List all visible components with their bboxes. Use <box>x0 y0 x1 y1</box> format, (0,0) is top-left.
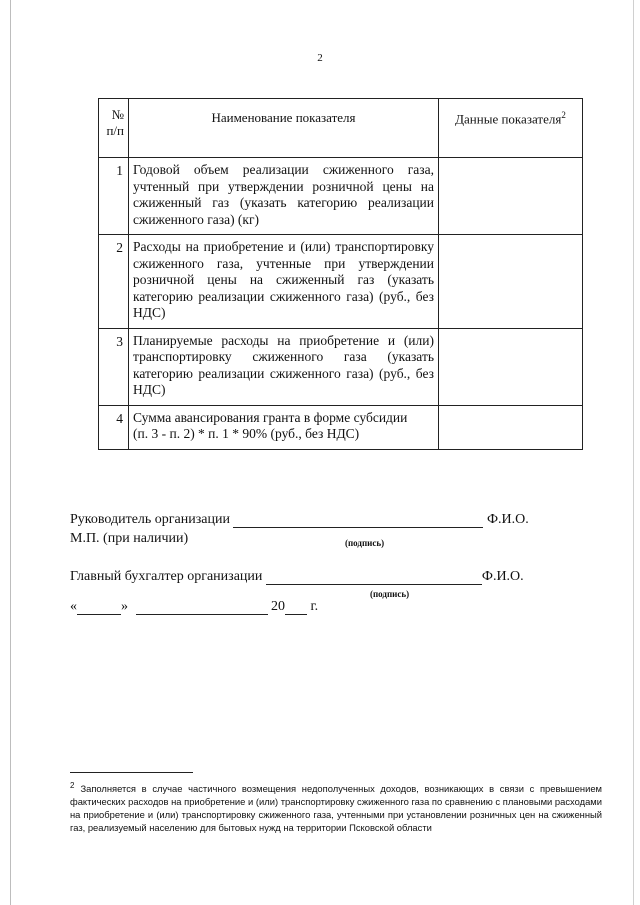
indicators-table <box>98 98 583 450</box>
stamp-line <box>70 531 188 547</box>
table-row <box>99 158 583 235</box>
footnote-text: Заполняется в случае частичного возмещения недополученных доходов, возникающих в связи с превышением фактических расходов на приобретение и (или) транспортировку сжиженного газа по сравнению с плановыми расходами на приобретение и (или) транспортировку сжиженного газа, учтенными при установлении розничных цен на сжиженный газ, реализуемый населению для бытовых нужд на территории Псковской области <box>70 783 602 834</box>
row-number: 4 <box>99 405 129 449</box>
page-number: 2 <box>317 52 323 64</box>
row-number: 3 <box>99 328 129 405</box>
row-number: 2 <box>99 235 129 329</box>
head-signature-blank <box>233 513 483 528</box>
footnote-marker: 2 <box>70 781 75 790</box>
date-year-prefix: 20 <box>271 599 285 614</box>
stamp-label: М.П. (при наличии) <box>70 531 189 546</box>
date-open-quote: « <box>70 599 77 614</box>
footnote-separator <box>70 772 193 773</box>
head-signature-line <box>70 512 529 528</box>
accountant-signature-caption: (подпись) <box>370 589 410 599</box>
accountant-signature-line <box>70 569 524 585</box>
row-indicator-name: Планируемые расходы на приобретение и (или) транспортировку сжиженного газа (указать категорию реализации сжиженного газа) (руб., без НДС) <box>129 328 439 405</box>
row-indicator-value <box>439 235 583 329</box>
header-indicator-value <box>439 99 583 158</box>
row-number: 1 <box>99 158 129 235</box>
date-year-suffix: г. <box>310 599 319 614</box>
accountant-signature-blank <box>266 570 482 585</box>
head-name-label: Ф.И.О. <box>486 512 529 527</box>
row-indicator-name-text: Сумма авансирования гранта в форме субсидии <box>133 409 408 425</box>
footnote <box>70 779 602 834</box>
accountant-label: Главный бухгалтер организации <box>70 569 263 584</box>
table-row <box>99 328 583 405</box>
date-line <box>70 599 318 615</box>
date-year-blank <box>285 600 307 615</box>
head-label: Руководитель организации <box>70 512 230 527</box>
row-indicator-name: Годовой объем реализации сжиженного газа, учтенный при утверждении розничной цены на сжиженный газ (указать категорию реализации сжиженного газа) (кг) <box>129 158 439 235</box>
header-number: № п/п <box>99 99 129 158</box>
footnote-reference: 2 <box>561 110 566 120</box>
header-value-label: Данные показателя <box>455 111 562 127</box>
date-day-blank <box>77 600 121 615</box>
row-indicator-name: Расходы на приобретение и (или) транспортировку сжиженного газа, учтенные при утверждении розничной цены на сжиженный газ (указать категорию реализации сжиженного газа) (руб., без НДС) <box>129 235 439 329</box>
scan-left-edge <box>10 0 11 905</box>
row-indicator-formula: (п. 3 - п. 2) * п. 1 * 90% (руб., без НДС) <box>133 426 360 441</box>
date-close-quote: » <box>121 599 128 614</box>
accountant-name-label: Ф.И.О. <box>481 569 524 584</box>
row-indicator-value <box>439 405 583 449</box>
header-indicator-name: Наименование показателя <box>129 99 439 158</box>
table-row <box>99 235 583 329</box>
table-header-row <box>99 99 583 158</box>
table-row <box>99 405 583 449</box>
row-indicator-value <box>439 328 583 405</box>
date-month-blank <box>136 600 268 615</box>
scan-right-edge <box>633 0 634 905</box>
head-signature-caption: (подпись) <box>345 538 385 548</box>
row-indicator-name <box>129 405 439 449</box>
row-indicator-value <box>439 158 583 235</box>
